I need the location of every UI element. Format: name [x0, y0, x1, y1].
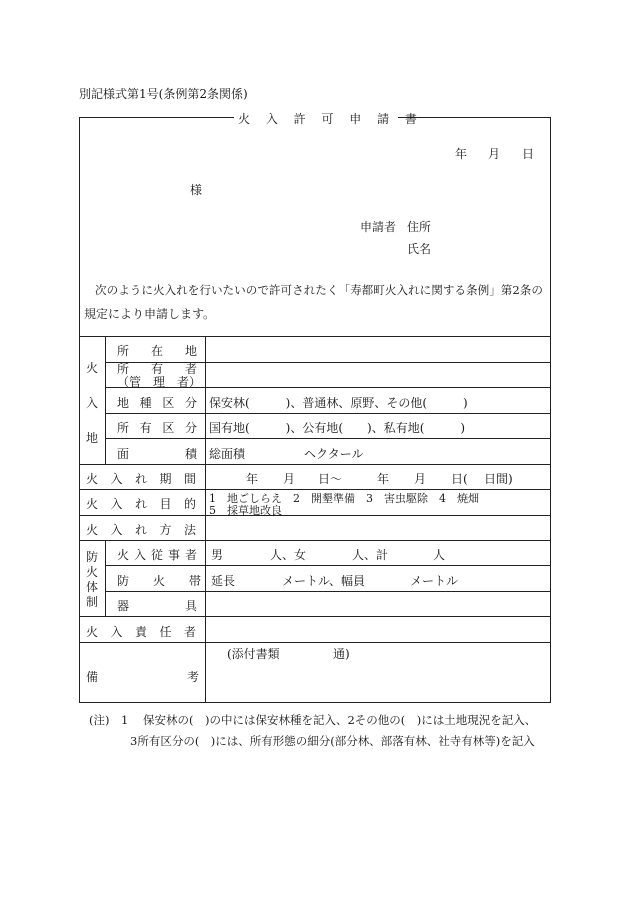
workers-total: 人、計 [352, 548, 389, 562]
period-day-start: 日〜 [318, 472, 343, 486]
row-workers: 火入従事者 [117, 548, 197, 562]
intro-line2: 規定により申請します。 [84, 307, 216, 321]
date-year: 年 [455, 147, 468, 161]
frame-top-left [79, 117, 234, 118]
land-side-1: 火 [86, 361, 99, 375]
row-manager: （管 理 者） [117, 375, 202, 389]
purpose-options-2: 5 採草地改良 [209, 504, 282, 517]
row-period: 火 入 れ 期 間 [86, 472, 196, 486]
row-ownership: 所 有 区 分 [117, 421, 197, 435]
rule [105, 413, 551, 414]
notes-line2: 3所有区分の( )には、所有形態の細分(部分林、部落有林、社寺有林等)を記入 [130, 734, 535, 748]
fire-side-4: 制 [86, 595, 99, 609]
firebreak-unit: メートル [410, 574, 459, 588]
period-month-end: 月 [414, 472, 427, 486]
applicant-address: 住所 [407, 220, 432, 234]
row-area: 面 積 [117, 447, 197, 461]
rule [79, 642, 551, 643]
rule [105, 540, 106, 616]
land-side-2: 入 [86, 396, 99, 410]
workers-unit: 人 [433, 548, 446, 562]
remarks-attachment: (添付書類 [227, 647, 280, 661]
area-unit: ヘクタール [304, 447, 364, 461]
form-title: 火 入 許 可 申 請 書 [238, 112, 423, 126]
land-type-value: 保安林( )、普通林、原野、その他( ) [209, 396, 468, 410]
row-firebreak: 防 火 帯 [117, 574, 202, 588]
fire-side-3: 体 [86, 580, 99, 594]
area-total: 総面積 [209, 447, 246, 461]
date-day: 日 [522, 147, 535, 161]
workers-female: 人、女 [270, 548, 307, 562]
form-id: 別記様式第1号(条例第2条関係) [79, 87, 248, 101]
period-day-end: 日( [451, 472, 468, 486]
frame-bottom [79, 702, 551, 703]
notes-line1: 保安林の( )の中には保安林種を記入、2その他の( )には土地現況を記入、 [143, 713, 537, 727]
row-location: 所 在 地 [117, 344, 197, 358]
row-responsible: 火 入 責 任 者 [86, 625, 196, 639]
rule [79, 515, 551, 516]
applicant-label: 申請者 [360, 220, 397, 234]
land-side-3: 地 [86, 431, 99, 445]
firebreak-length: 延長 [211, 574, 236, 588]
fire-side-1: 防 [86, 550, 99, 564]
rule [79, 464, 551, 465]
table-top [79, 336, 551, 337]
rule [79, 540, 551, 541]
rule [105, 336, 106, 464]
remarks-label-right: 考 [187, 670, 200, 684]
row-method: 火 入 れ 方 法 [86, 523, 196, 537]
rule [105, 591, 551, 592]
remarks-attachment-unit: 通) [333, 647, 350, 661]
period-year-start: 年 [246, 472, 259, 486]
period-year-end: 年 [377, 472, 390, 486]
date-month: 月 [488, 147, 501, 161]
applicant-name: 氏名 [407, 242, 432, 256]
row-equipment: 器 具 [117, 599, 197, 613]
firebreak-width: メートル、幅員 [282, 574, 366, 588]
row-land-type: 地 種 区 分 [117, 396, 197, 410]
remarks-label-left: 備 [86, 670, 99, 684]
period-month-start: 月 [283, 472, 296, 486]
rule [79, 616, 551, 617]
fire-side-2: 火 [86, 565, 99, 579]
purpose-options-1: 1 地ごしらえ 2 開墾準備 3 害虫駆除 4 焼畑 [209, 492, 479, 505]
ownership-value: 国有地( )、公有地( )、私有地( ) [209, 421, 466, 435]
addressee-suffix: 様 [190, 183, 203, 197]
rule [205, 336, 206, 702]
intro-line1: 次のように火入れを行いたいので許可されたく「寿都町火入れに関する条例」第2条の [95, 283, 543, 297]
rule [105, 565, 551, 566]
row-owner: 所 有 者 [117, 362, 197, 376]
period-days: 日間) [484, 472, 513, 486]
rule [105, 438, 551, 439]
notes-prefix: (注) 1 [89, 713, 129, 727]
row-purpose: 火 入 れ 目 的 [86, 497, 196, 511]
workers-male: 男 [211, 548, 224, 562]
